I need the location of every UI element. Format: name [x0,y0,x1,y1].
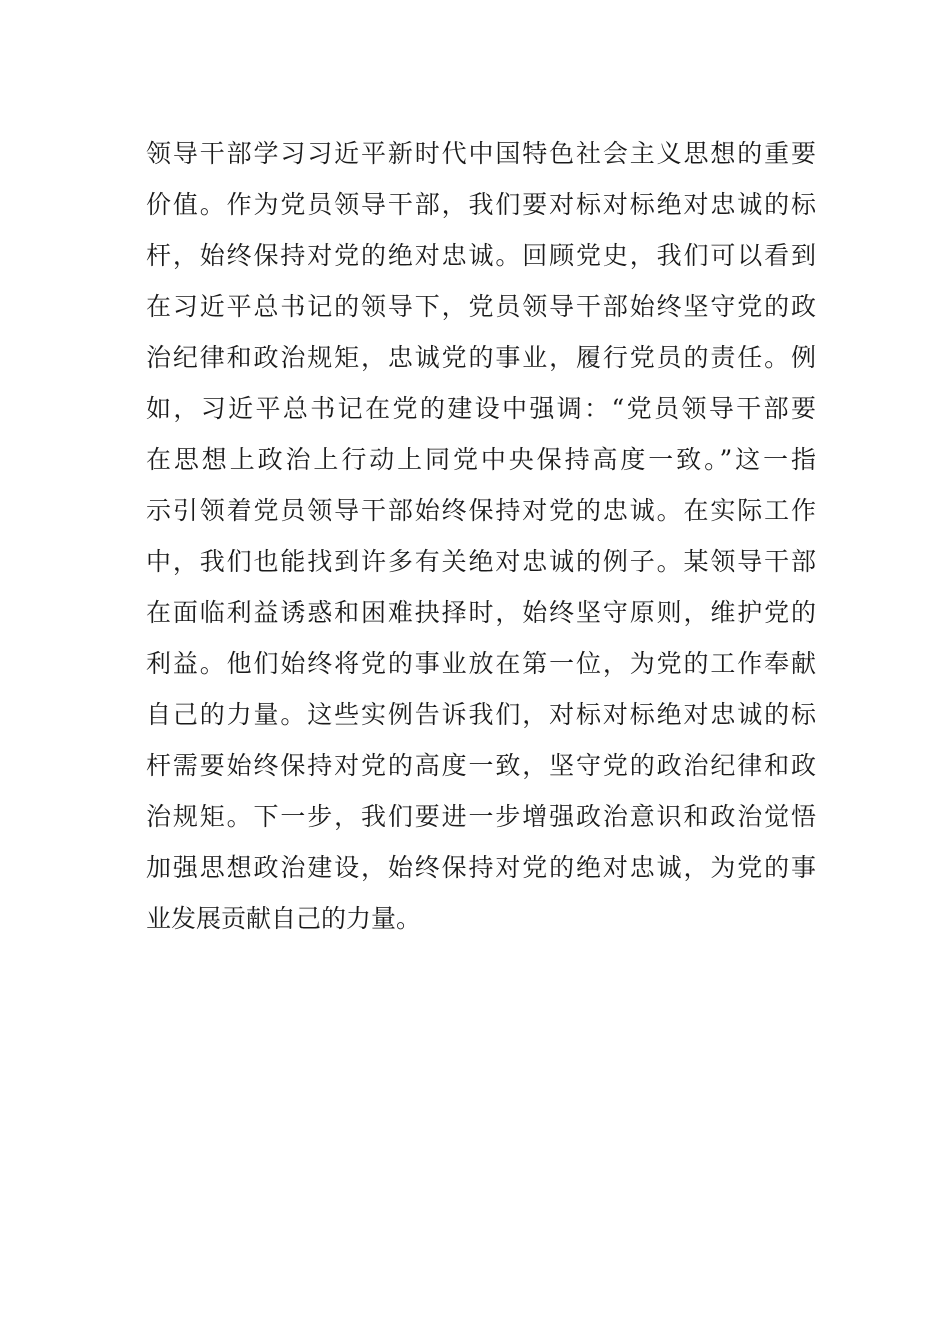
text-line: 中，我们也能找到许多有关绝对忠诚的例子。某领导干部 [146,547,816,576]
text-line: 在习近平总书记的领导下，党员领导干部始终坚守党的政 [146,292,816,321]
text-line: 示引领着党员领导干部始终保持对党的忠诚。在实际工作 [146,496,816,525]
text-line: 杆需要始终保持对党的高度一致，坚守党的政治纪律和政 [146,751,816,780]
text-line-last: 业发展贡献自己的力量。 [146,904,422,933]
text-line: 加强思想政治建设，始终保持对党的绝对忠诚，为党的事 [146,853,816,882]
text-line: 治纪律和政治规矩，忠诚党的事业，履行党员的责任。例 [146,343,816,372]
body-paragraph [146,128,816,944]
text-line: 价值。作为党员领导干部，我们要对标对标绝对忠诚的标 [146,190,816,219]
text-line: 在思想上政治上行动上同党中央保持高度一致。”这一指 [146,445,816,474]
text-line: 如，习近平总书记在党的建设中强调：“党员领导干部要 [146,394,816,423]
text-line: 自己的力量。这些实例告诉我们，对标对标绝对忠诚的标 [146,700,816,729]
text-line: 在面临利益诱惑和困难抉择时，始终坚守原则，维护党的 [146,598,816,627]
text-line: 领导干部学习习近平新时代中国特色社会主义思想的重要 [146,139,816,168]
text-line: 利益。他们始终将党的事业放在第一位，为党的工作奉献 [146,649,816,678]
text-line: 杆，始终保持对党的绝对忠诚。回顾党史，我们可以看到 [146,241,816,270]
text-line: 治规矩。下一步，我们要进一步增强政治意识和政治觉悟 [146,802,816,831]
